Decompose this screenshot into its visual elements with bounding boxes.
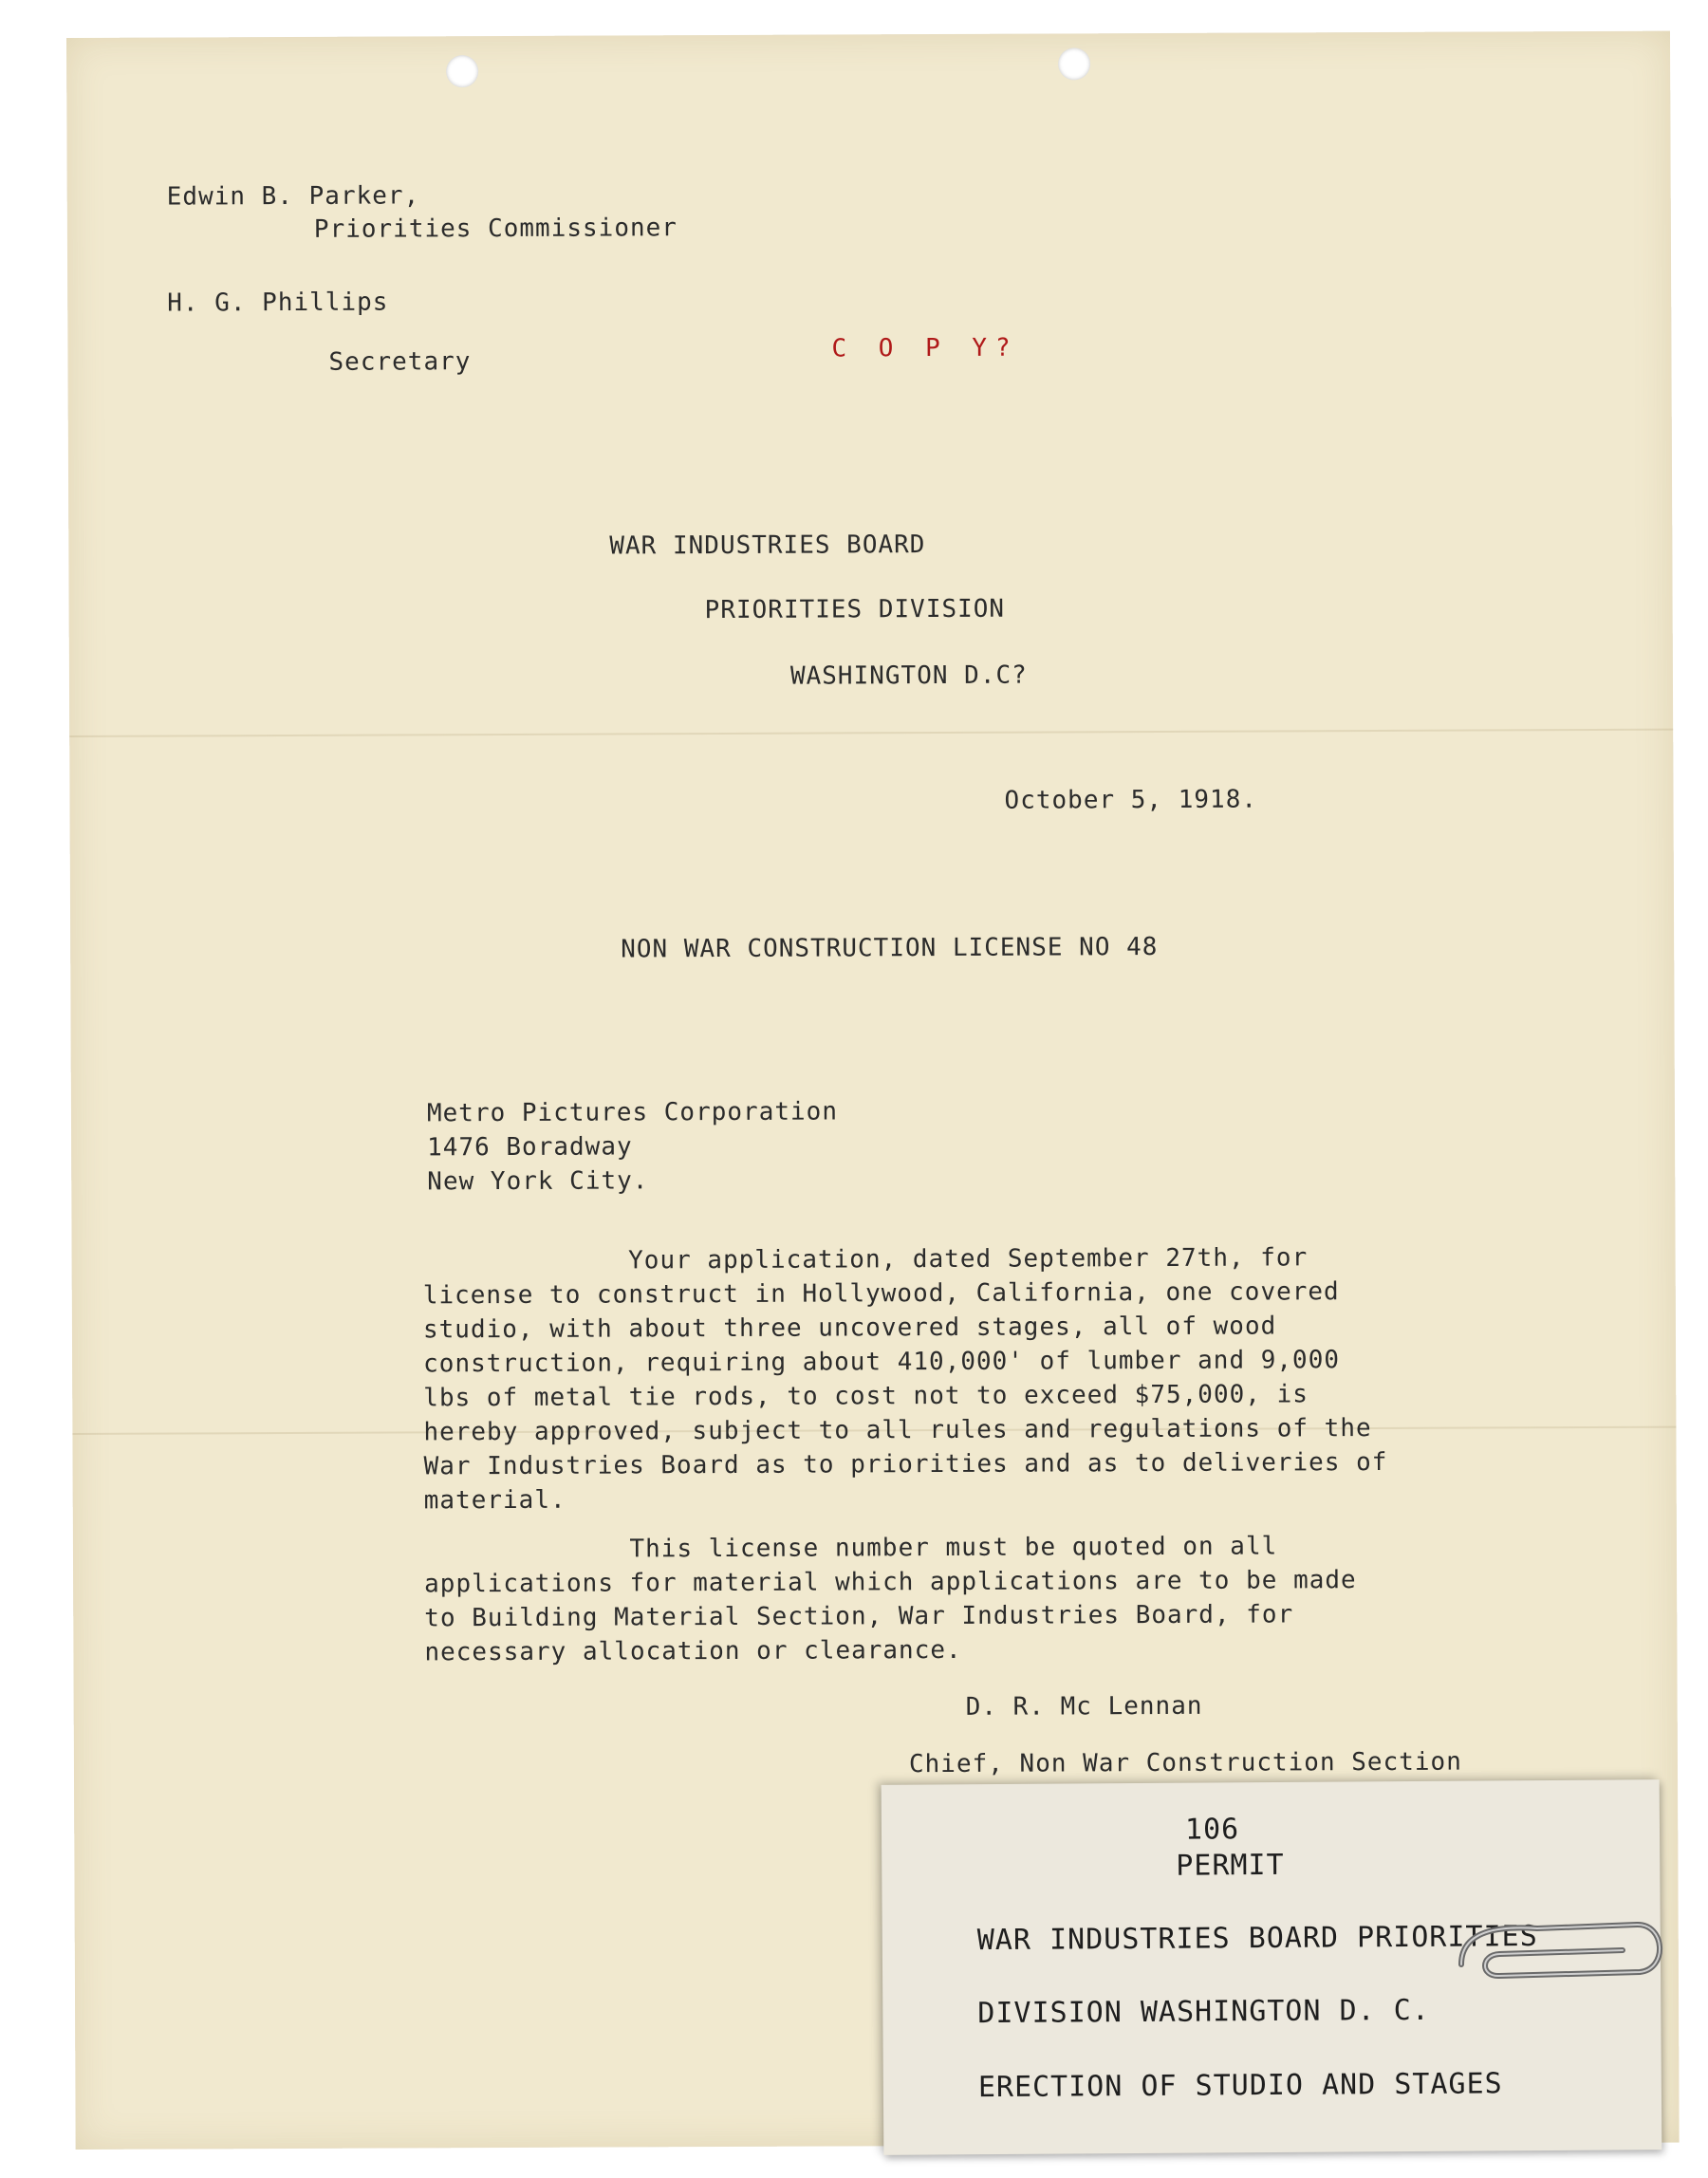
paperclip-icon xyxy=(1442,1898,1670,2002)
paragraph-line: necessary allocation or clearance. xyxy=(424,1635,962,1667)
signature-title: Chief, Non War Construction Section xyxy=(908,1747,1462,1779)
body-paragraph-1 xyxy=(423,1240,1388,1517)
org-division: PRIORITIES DIVISION xyxy=(704,594,1006,625)
paragraph-line: studio, with about three uncovered stages, all of wood xyxy=(422,1312,1277,1345)
tag-line-2: DIVISION WASHINGTON D. C. xyxy=(977,1993,1430,2031)
address-line: New York City. xyxy=(427,1166,649,1197)
recipient-address xyxy=(427,1094,838,1199)
paragraph-line: applications for material which applications are to be made xyxy=(424,1566,1357,1599)
secretary-title: Secretary xyxy=(328,347,472,377)
paragraph-line: construction, requiring about 410,000' of lumber and 9,000 xyxy=(423,1346,1341,1379)
org-name: WAR INDUSTRIES BOARD xyxy=(609,531,926,561)
copy-stamp: C O P Y? xyxy=(831,333,1019,363)
tag-label: PERMIT xyxy=(1176,1848,1285,1883)
tag-number: 106 xyxy=(1184,1813,1240,1847)
org-location: WASHINGTON D.C? xyxy=(789,661,1028,691)
paragraph-line: War Industries Board as to priorities and as to deliveries of xyxy=(423,1447,1388,1481)
sender-name: Edwin B. Parker, xyxy=(166,181,420,212)
license-heading: NON WAR CONSTRUCTION LICENSE NO 48 xyxy=(621,932,1159,964)
sender-title: Priorities Commissioner xyxy=(313,214,678,244)
punch-hole-left xyxy=(446,55,478,87)
tag-line-3: ERECTION OF STUDIO AND STAGES xyxy=(977,2067,1503,2105)
address-line: 1476 Boradway xyxy=(427,1132,633,1163)
paragraph-line: to Building Material Section, War Industries Board, for xyxy=(424,1600,1294,1633)
letter-date: October 5, 1918. xyxy=(1004,785,1258,815)
paragraph-line: material. xyxy=(423,1485,566,1516)
secretary-name: H. G. Phillips xyxy=(167,288,389,318)
paragraph-line: This license number must be quoted on all xyxy=(423,1532,1278,1565)
address-line: Metro Pictures Corporation xyxy=(426,1097,839,1128)
signature-name: D. R. Mc Lennan xyxy=(965,1691,1203,1722)
paragraph-line: license to construct in Hollywood, California, one covered xyxy=(422,1277,1340,1311)
fold-line xyxy=(69,729,1673,737)
punch-hole-right xyxy=(1058,47,1090,80)
tag-line-1: WAR INDUSTRIES BOARD PRIORITIES xyxy=(976,1920,1538,1958)
body-paragraph-2 xyxy=(424,1529,1357,1669)
paragraph-line: lbs of metal tie rods, to cost not to exceed $75,000, is xyxy=(423,1380,1309,1413)
paragraph-line: Your application, dated September 27th, for xyxy=(422,1243,1309,1276)
paragraph-line: hereby approved, subject to all rules and regulations of the xyxy=(423,1414,1372,1447)
